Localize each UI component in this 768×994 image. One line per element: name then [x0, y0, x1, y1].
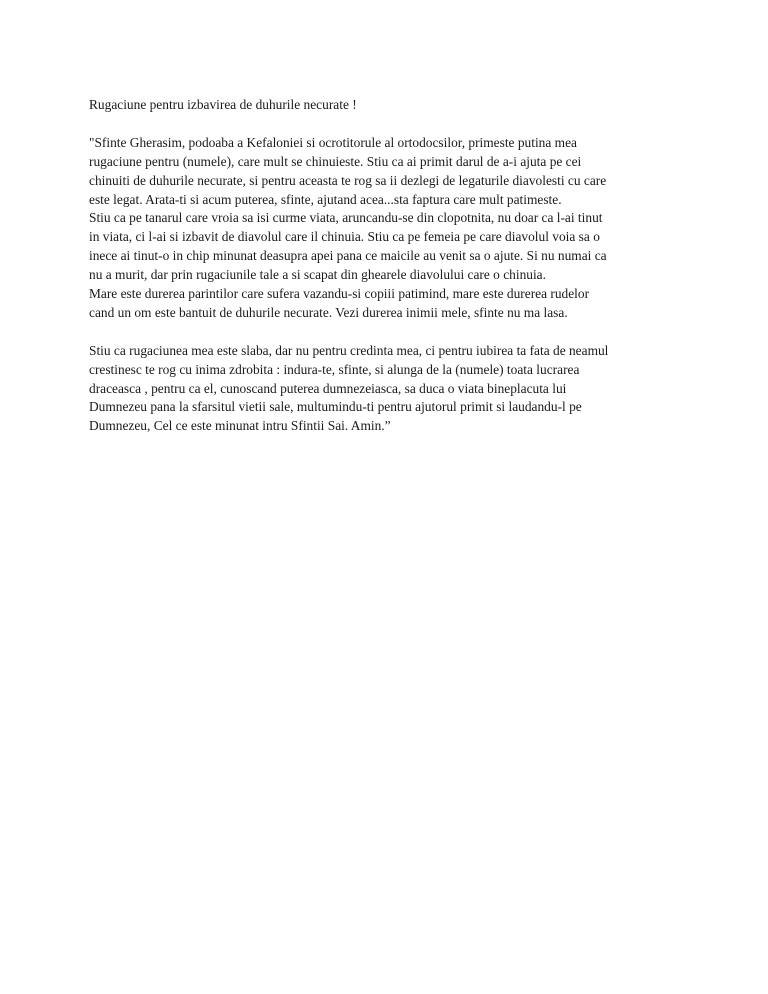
- prayer-paragraph-2: [89, 342, 689, 437]
- text-line: draceasca , pentru ca el, cunoscand puterea dumnezeiasca, sa duca o viata bineplacuta lui: [89, 380, 567, 396]
- text-line: Dumnezeu pana la sfarsitul vietii sale, multumindu-ti pentru ajutorul primit si laudandu-l pe: [89, 399, 582, 415]
- text-line: Stiu ca rugaciunea mea este slaba, dar nu pentru credinta mea, ci pentru iubirea ta fata de neamul: [89, 342, 609, 358]
- text-line: Dumnezeu, Cel ce este minunat intru Sfintii Sai. Amin.”: [89, 418, 391, 434]
- text-line: cand un om este bantuit de duhurile necurate. Vezi durerea inimii mele, sfinte nu ma lasa.: [89, 304, 568, 320]
- text-line: chinuiti de duhurile necurate, si pentru aceasta te rog sa ii dezlegi de legaturile diavolesti cu care: [89, 172, 607, 188]
- document-title: [89, 96, 689, 115]
- text-line: este legat. Arata-ti si acum puterea, sfinte, ajutand acea...sta faptura care mult patimeste.: [89, 191, 562, 207]
- text-line: inece ai tinut-o in chip minunat deasupra apei pana ce maicile au venit sa o ajute. Si nu numai ca: [89, 248, 607, 264]
- text-line: Stiu ca pe tanarul care vroia sa isi curme viata, aruncandu-se din clopotnita, nu doar ca l-ai tinut: [89, 210, 603, 226]
- paragraph-spacer: [89, 115, 689, 134]
- prayer-paragraph-1: [89, 134, 689, 323]
- text-line: nu a murit, dar prin rugaciunile tale a si scapat din ghearele diavolului care o chinuia.: [89, 267, 546, 283]
- document-body: [89, 96, 689, 436]
- text-line: "Sfinte Gherasim, podoaba a Kefaloniei si ocrotitorule al ortodocsilor, primeste putina mea: [89, 134, 577, 150]
- title-line: Rugaciune pentru izbavirea de duhurile necurate !: [89, 97, 357, 112]
- text-line: Mare este durerea parintilor care sufera vazandu-si copiii patimind, mare este durerea rudelor: [89, 286, 590, 302]
- text-line: rugaciune pentru (numele), care mult se chinuieste. Stiu ca ai primit darul de a-i ajuta pe cei: [89, 153, 582, 169]
- paragraph-spacer: [89, 323, 689, 342]
- text-line: crestinesc te rog cu inima zdrobita : indura-te, sfinte, si alunga de la (numele) toata lucrarea: [89, 361, 580, 377]
- text-line: in viata, ci l-ai si izbavit de diavolul care il chinuia. Stiu ca pe femeia pe care diavolul voia sa o: [89, 229, 600, 245]
